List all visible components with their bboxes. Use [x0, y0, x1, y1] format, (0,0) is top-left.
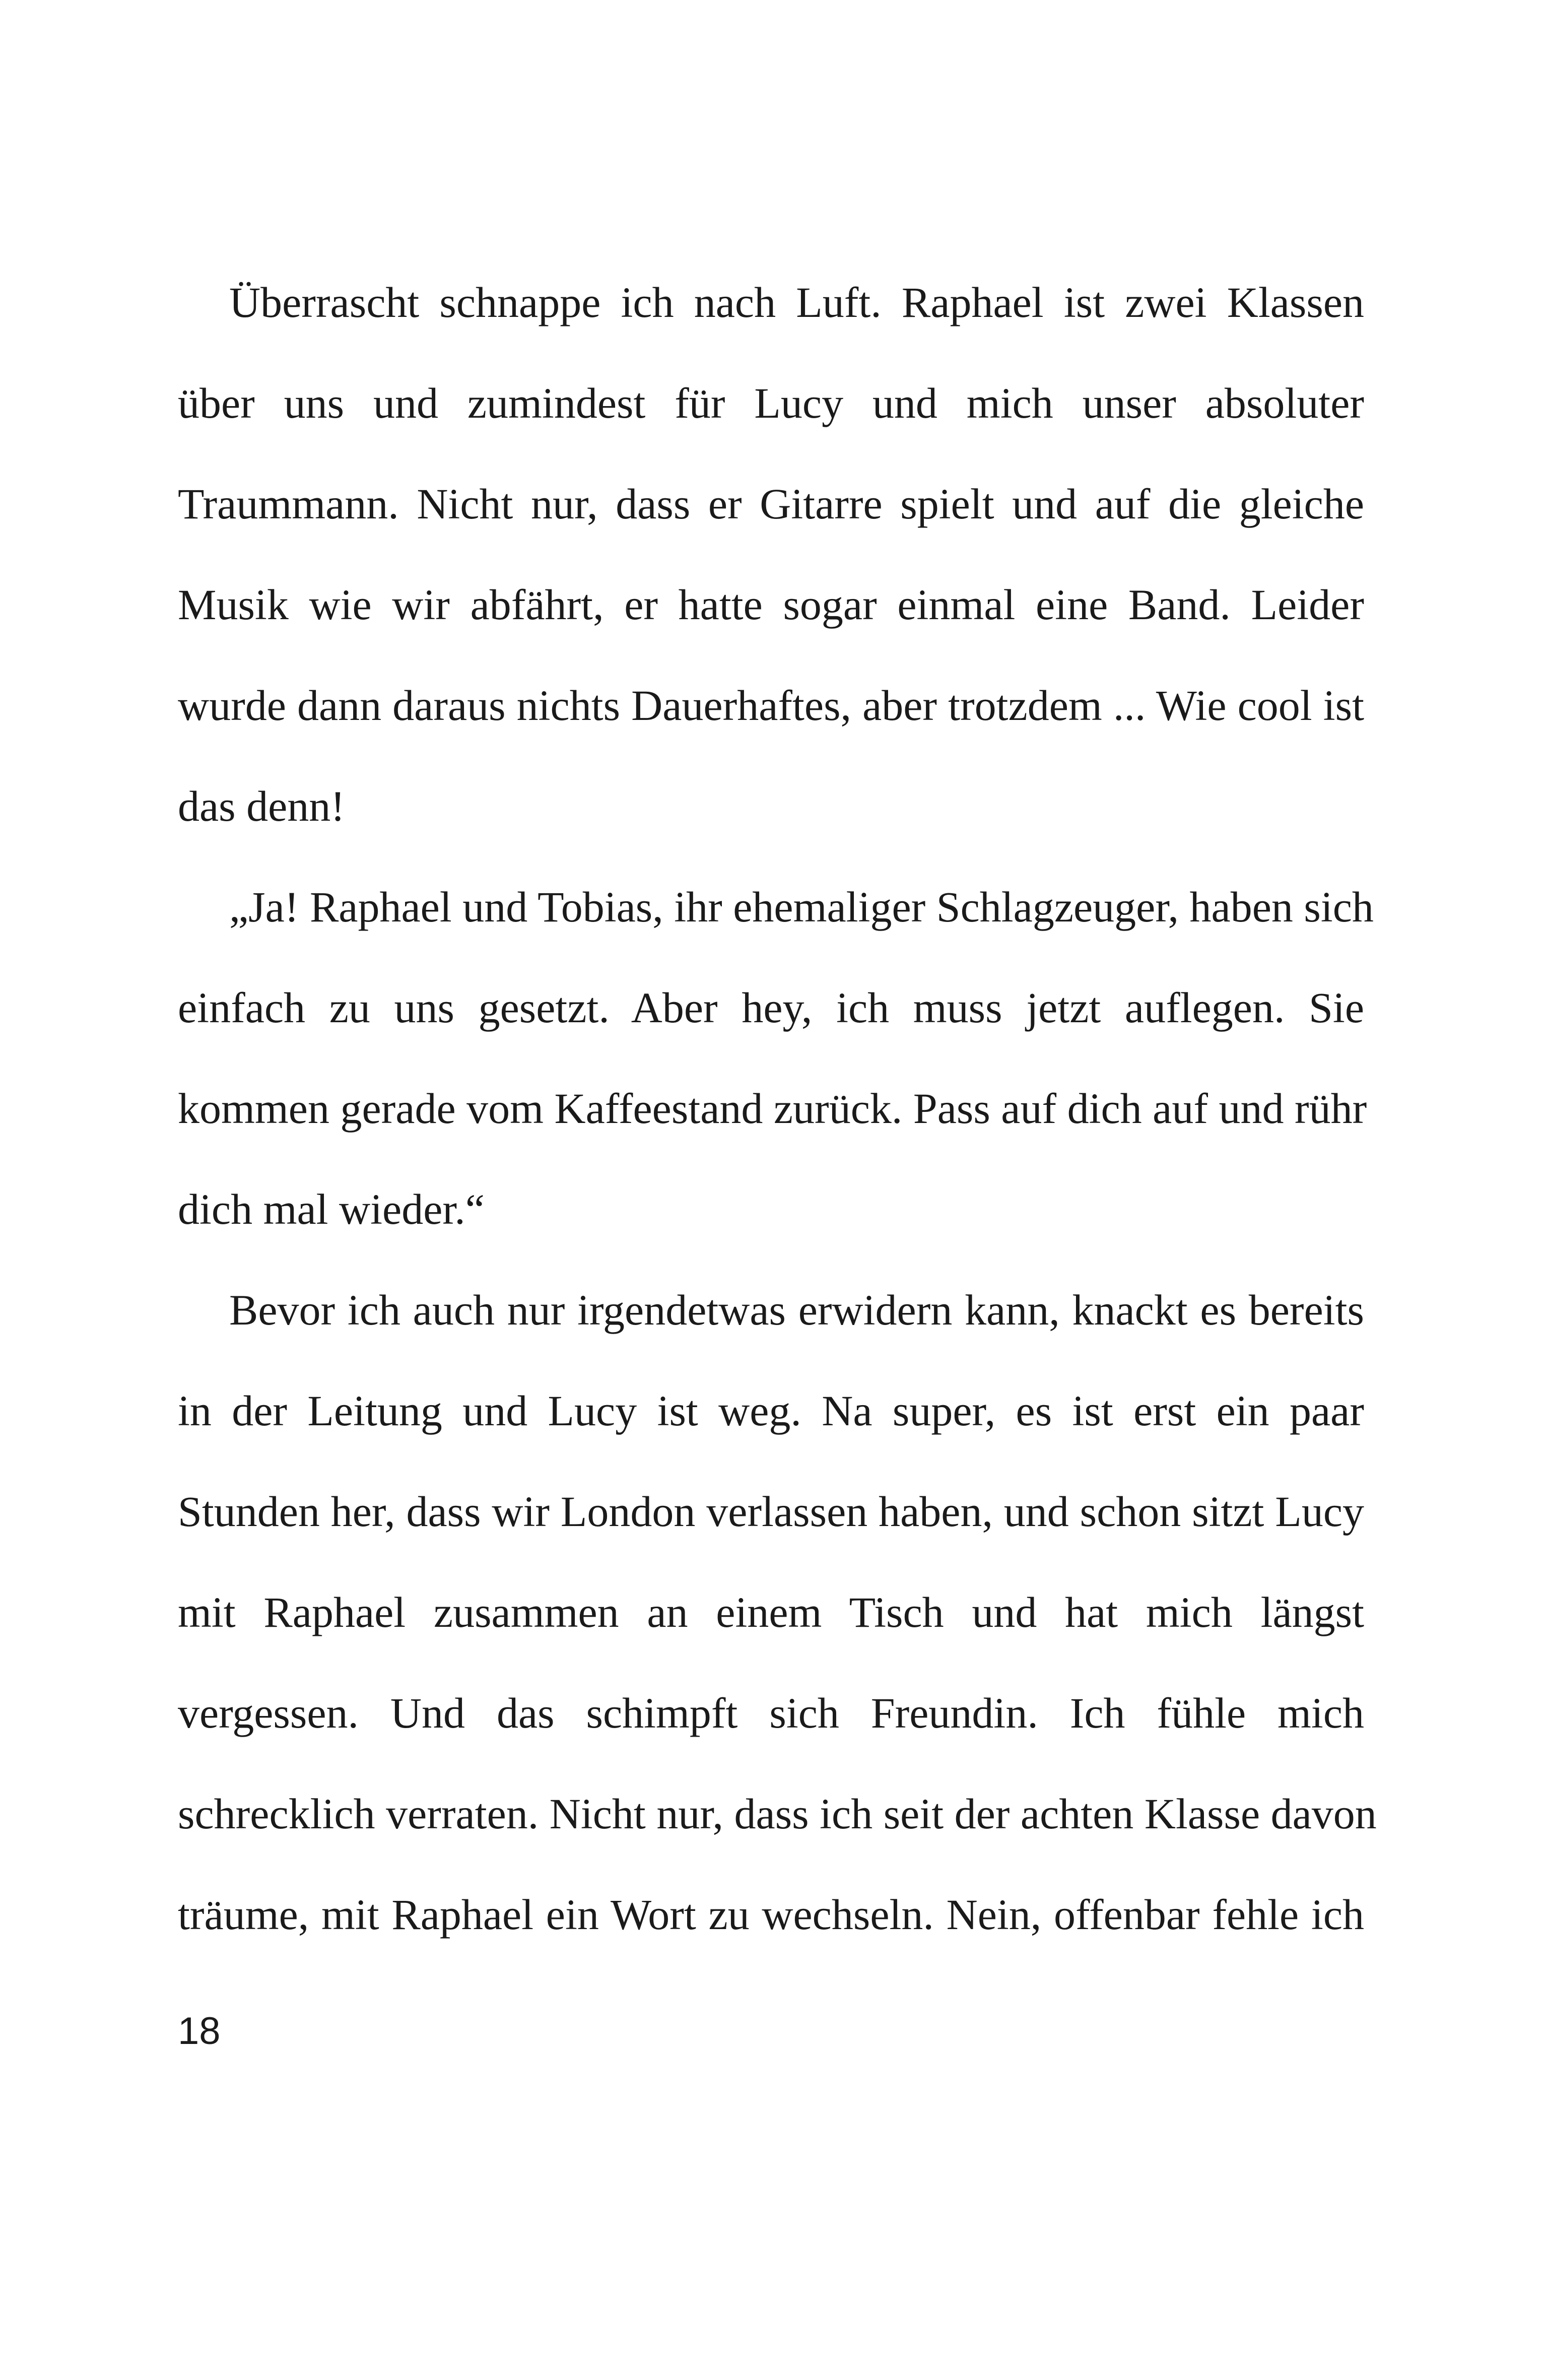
text-line: über uns und zumindest für Lucy und mich unser absoluter	[178, 379, 1364, 427]
text-line: Traummann. Nicht nur, dass er Gitarre spielt und auf die gleiche	[178, 480, 1364, 528]
text-line: einfach zu uns gesetzt. Aber hey, ich muss jetzt auflegen. Sie	[178, 983, 1364, 1032]
text-line: schrecklich verraten. Nicht nur, dass ich seit der achten Klasse davon	[178, 1790, 1377, 1838]
text-line: Bevor ich auch nur irgendetwas erwidern kann, knackt es bereits	[229, 1286, 1364, 1334]
text-line: das denn!	[178, 782, 345, 830]
text-line: vergessen. Und das schimpft sich Freundin. Ich fühle mich	[178, 1689, 1364, 1737]
text-line: wurde dann daraus nichts Dauerhaftes, aber trotzdem ... Wie cool ist	[178, 681, 1364, 730]
text-line: dich mal wieder.“	[178, 1185, 485, 1233]
text-line: Stunden her, dass wir London verlassen haben, und schon sitzt Lucy	[178, 1487, 1364, 1536]
text-line: träume, mit Raphael ein Wort zu wechseln. Nein, offenbar fehle ich	[178, 1890, 1364, 1939]
text-line: mit Raphael zusammen an einem Tisch und hat mich längst	[178, 1588, 1364, 1636]
text-line: Musik wie wir abfährt, er hatte sogar einmal eine Band. Leider	[178, 580, 1364, 629]
page-number: 18	[178, 2010, 221, 2053]
text-line: kommen gerade vom Kaffeestand zurück. Pass auf dich auf und rühr	[178, 1084, 1367, 1133]
text-line: „Ja! Raphael und Tobias, ihr ehemaliger Schlagzeuger, haben sich	[229, 883, 1374, 931]
text-line: in der Leitung und Lucy ist weg. Na super, es ist erst ein paar	[178, 1386, 1364, 1435]
text-line: Überrascht schnappe ich nach Luft. Raphael ist zwei Klassen	[229, 278, 1364, 326]
